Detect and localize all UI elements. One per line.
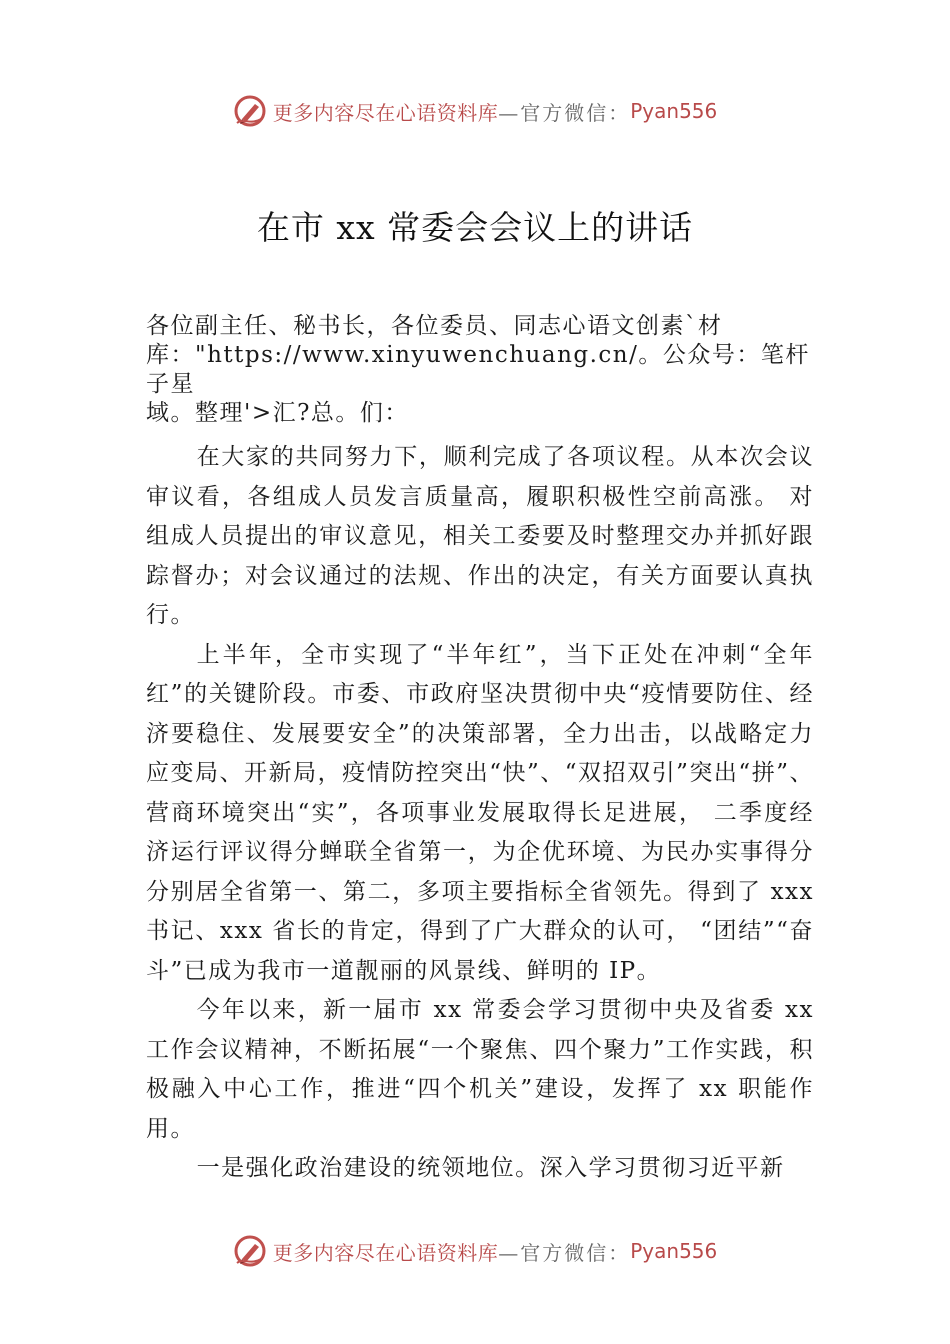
document-body xyxy=(146,312,814,1189)
watermark-official-label: —官方微信： xyxy=(498,100,631,125)
watermark-official-label: —官方微信： xyxy=(498,1240,631,1265)
watermark-library-text: 更多内容尽在心语资料库 xyxy=(272,100,499,125)
pen-logo-icon xyxy=(233,1234,267,1268)
paragraph-agenda-summary: 在大家的共同努力下，顺利完成了各项议程。从本次会议审议看，各组成人员发言质量高，履职积极性空前高涨。 对组成人员提出的审议意见，相关工委要及时整理交办并抓好跟踪督办；对会议通过的法规、作出的决定，有关方面要认真执行。 xyxy=(146,444,814,628)
pen-logo-icon xyxy=(233,94,267,128)
greeting-line: 各位副主任、秘书长，各位委员、同志心语文创素`材 xyxy=(146,313,723,339)
paragraph-committee-work: 今年以来，新一届市 xx 常委会学习贯彻中央及省委 xx 工作会议精神，不断拓展“一个聚焦、四个聚力”工作实践，积极融入中心工作，推进“四个机关”建设，发挥了 xx 职能作用。 xyxy=(146,997,814,1142)
paragraph-half-year-results: 上半年，全市实现了“半年红”，当下正处在冲刺“全年红”的关键阶段。市委、市政府坚决贯彻中央“疫情要防住、经济要稳住、发展要安全”的决策部署，全力出击，以战略定力应变局、开新局，疫情防控突出“快”、“双招双引”突出“拼”、营商环境突出“实”，各项事业发展取得长足进展， 二季度经济运行评议得分蝉联全省第一，为企优环境、为民办实事得分分别居全省第一、第二，多项主要指标全省领先。得到了 xxx 书记、xxx 省长的肯定，得到了广大群众的认可， “团结”“奋斗”已成为我市一道靓丽的风景线、鲜明的 IP。 xyxy=(146,641,814,984)
greeting xyxy=(146,312,814,428)
watermark-header xyxy=(0,94,950,128)
watermark-wechat-id: Pyan556 xyxy=(630,99,718,123)
document-title: 在市 xx 常委会会议上的讲话 xyxy=(256,208,694,247)
paragraph-political-building: 一是强化政治建设的统领地位。深入学习贯彻习近平新 xyxy=(196,1155,785,1181)
watermark-footer xyxy=(0,1234,950,1268)
watermark-wechat-id: Pyan556 xyxy=(630,1239,718,1263)
greeting-line: 库："https://www.xinyuwenchuang.cn/。公众号：笔杆子星 xyxy=(146,342,810,397)
watermark-library-text: 更多内容尽在心语资料库 xyxy=(272,1240,499,1265)
greeting-line: 域。整理'>汇?总。们： xyxy=(146,400,409,426)
